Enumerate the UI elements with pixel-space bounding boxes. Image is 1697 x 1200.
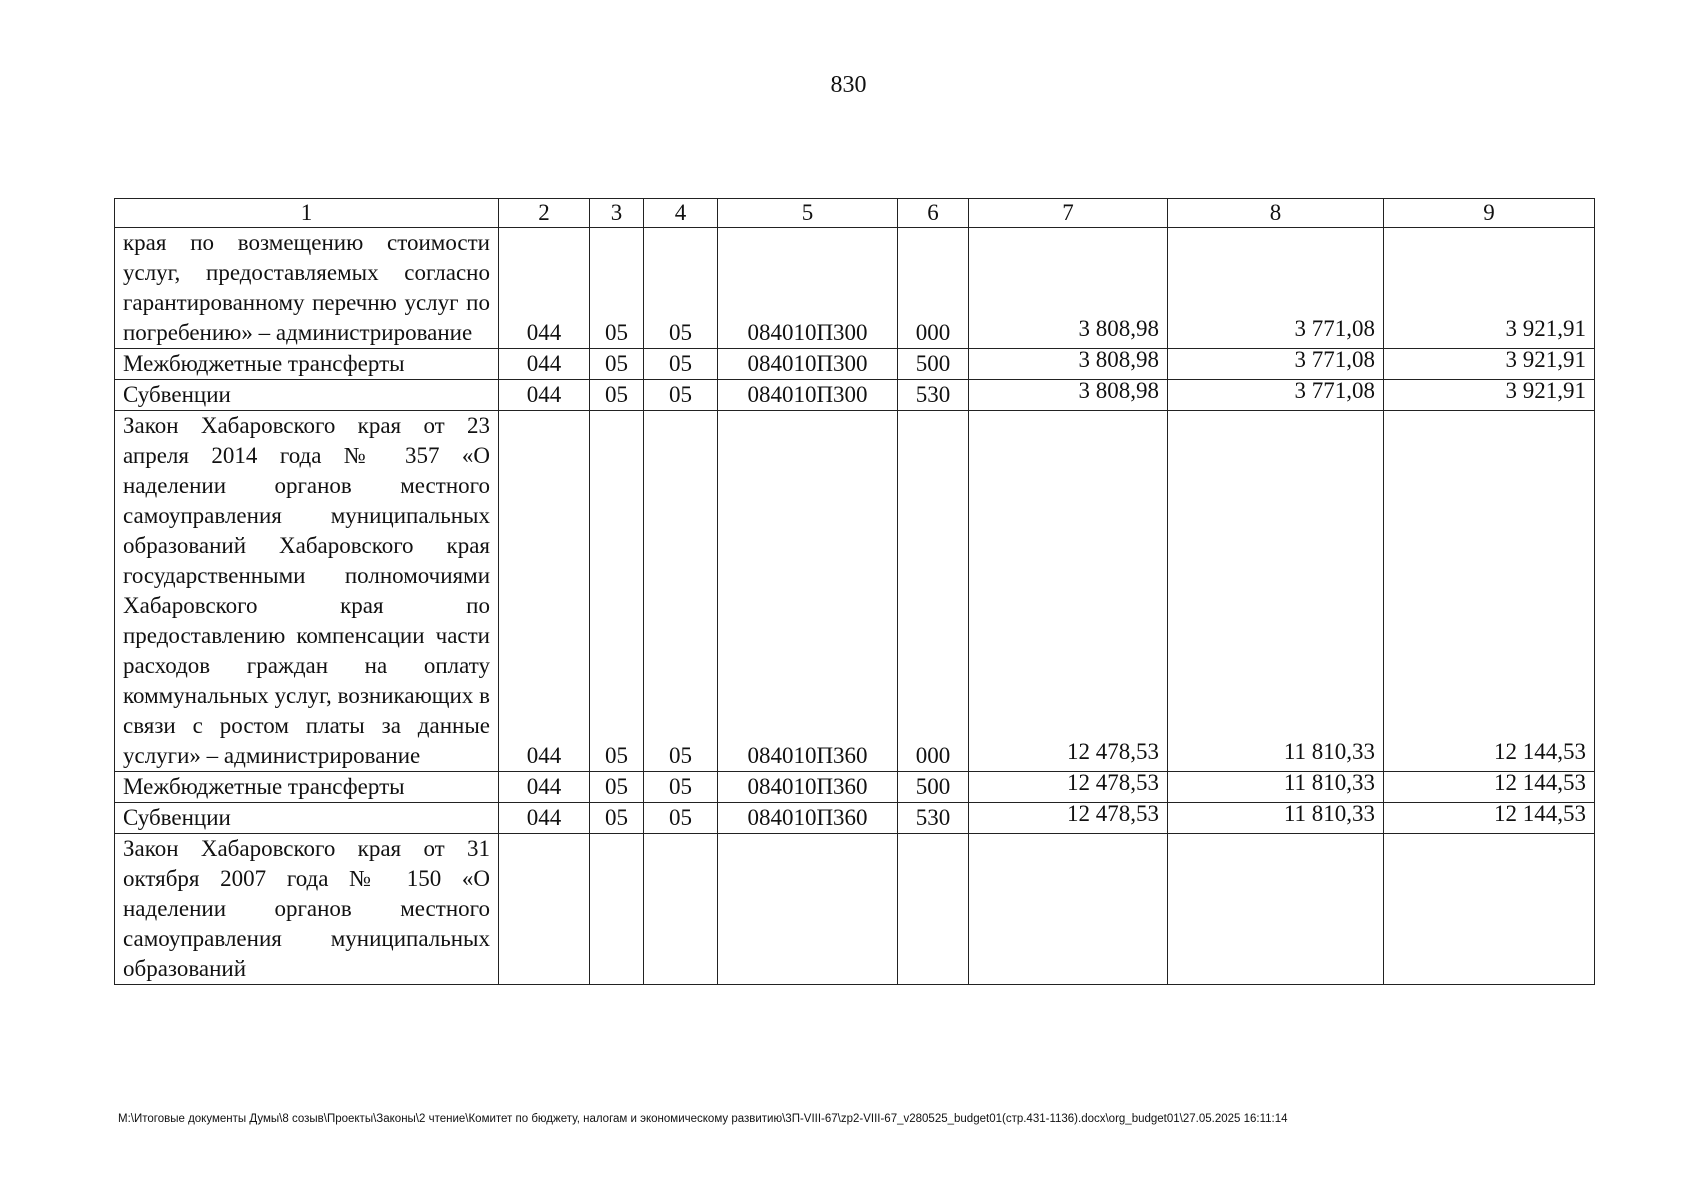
cell-amount-7 xyxy=(969,803,1168,834)
cell-code: 044 xyxy=(499,349,590,380)
cell-subsection: 05 xyxy=(644,803,718,834)
table-row xyxy=(115,228,1595,349)
cell-amount-9 xyxy=(1384,834,1595,985)
amount-value: 12 478,53 xyxy=(1067,739,1159,764)
table-row xyxy=(115,772,1595,803)
cell-code: 044 xyxy=(499,411,590,772)
cell-subsection: 05 xyxy=(644,772,718,803)
footer-file-path: M:\Итоговые документы Думы\8 созыв\Проекты\Законы\2 чтение\Комитет по бюджету, налогам и экономическому развитию\3П-VIII-67\zp2-VIII-67_v280525_budget01(стр.431-1136).docx\org_budget01\27.05.2025 16:11:14 xyxy=(118,1113,1288,1125)
amount-value: 3 921,91 xyxy=(1505,347,1586,372)
cell-type: 530 xyxy=(898,803,969,834)
table-row xyxy=(115,834,1595,985)
amount-value: 12 478,53 xyxy=(1067,770,1159,795)
amount-value: 12 478,53 xyxy=(1067,801,1159,826)
col-header: 3 xyxy=(590,199,644,228)
page-number: 830 xyxy=(830,72,867,98)
amount-value: 3 771,08 xyxy=(1294,378,1375,403)
cell-type xyxy=(898,834,969,985)
cell-code: 044 xyxy=(499,772,590,803)
cell-subsection xyxy=(644,834,718,985)
col-header: 4 xyxy=(644,199,718,228)
amount-value: 3 808,98 xyxy=(1078,316,1159,341)
row-description: Межбюджетные трансферты xyxy=(115,349,499,380)
cell-section: 05 xyxy=(590,772,644,803)
amount-value: 3 771,08 xyxy=(1294,316,1375,341)
cell-target: 084010П360 xyxy=(718,411,898,772)
cell-amount-9 xyxy=(1384,411,1595,772)
cell-amount-7 xyxy=(969,228,1168,349)
cell-amount-8 xyxy=(1168,411,1384,772)
amount-value: 3 808,98 xyxy=(1078,378,1159,403)
col-header: 9 xyxy=(1384,199,1595,228)
col-header: 1 xyxy=(115,199,499,228)
col-header: 5 xyxy=(718,199,898,228)
cell-target: 084010П300 xyxy=(718,349,898,380)
cell-section xyxy=(590,834,644,985)
cell-type: 500 xyxy=(898,772,969,803)
col-header: 2 xyxy=(499,199,590,228)
cell-amount-7 xyxy=(969,349,1168,380)
table-row xyxy=(115,349,1595,380)
cell-amount-9 xyxy=(1384,228,1595,349)
cell-section: 05 xyxy=(590,380,644,411)
cell-amount-8 xyxy=(1168,380,1384,411)
cell-target xyxy=(718,834,898,985)
cell-target: 084010П360 xyxy=(718,803,898,834)
header-row xyxy=(115,199,1595,228)
cell-target: 084010П360 xyxy=(718,772,898,803)
cell-amount-8 xyxy=(1168,772,1384,803)
cell-amount-9 xyxy=(1384,803,1595,834)
amount-value: 12 144,53 xyxy=(1494,770,1586,795)
table-row xyxy=(115,380,1595,411)
cell-target: 084010П300 xyxy=(718,228,898,349)
cell-type: 000 xyxy=(898,228,969,349)
cell-subsection: 05 xyxy=(644,411,718,772)
cell-section: 05 xyxy=(590,349,644,380)
amount-value: 11 810,33 xyxy=(1283,739,1375,764)
cell-amount-8 xyxy=(1168,228,1384,349)
cell-code: 044 xyxy=(499,380,590,411)
amount-value: 3 921,91 xyxy=(1505,378,1586,403)
cell-amount-8 xyxy=(1168,349,1384,380)
cell-code xyxy=(499,834,590,985)
col-header: 6 xyxy=(898,199,969,228)
row-description: Закон Хабаровского края от 31 октября 2007 года № 150 «О наделении органов местного самоуправления муниципальных образований xyxy=(115,834,499,985)
amount-value: 12 144,53 xyxy=(1494,739,1586,764)
amount-value: 11 810,33 xyxy=(1283,801,1375,826)
cell-subsection: 05 xyxy=(644,349,718,380)
table-row xyxy=(115,411,1595,772)
cell-amount-7 xyxy=(969,411,1168,772)
amount-value: 3 921,91 xyxy=(1505,316,1586,341)
cell-code: 044 xyxy=(499,228,590,349)
row-description: Субвенции xyxy=(115,803,499,834)
cell-type: 000 xyxy=(898,411,969,772)
budget-table xyxy=(114,198,1595,985)
col-header: 7 xyxy=(969,199,1168,228)
cell-target: 084010П300 xyxy=(718,380,898,411)
cell-amount-8 xyxy=(1168,834,1384,985)
row-description: края по возмещению стоимости услуг, предоставляемых согласно гарантированному перечню услуг по погребению» – администрирование xyxy=(115,228,499,349)
cell-amount-7 xyxy=(969,380,1168,411)
cell-type: 500 xyxy=(898,349,969,380)
row-description: Межбюджетные трансферты xyxy=(115,772,499,803)
cell-section: 05 xyxy=(590,228,644,349)
cell-amount-9 xyxy=(1384,772,1595,803)
cell-amount-9 xyxy=(1384,349,1595,380)
row-description: Субвенции xyxy=(115,380,499,411)
cell-type: 530 xyxy=(898,380,969,411)
cell-amount-7 xyxy=(969,772,1168,803)
cell-code: 044 xyxy=(499,803,590,834)
cell-section: 05 xyxy=(590,411,644,772)
col-header: 8 xyxy=(1168,199,1384,228)
cell-section: 05 xyxy=(590,803,644,834)
amount-value: 3 808,98 xyxy=(1078,347,1159,372)
table-row xyxy=(115,803,1595,834)
row-description: Закон Хабаровского края от 23 апреля 2014 года № 357 «О наделении органов местного самоуправления муниципальных образований Хабаровского края государственными полномочиями Хабаровского края по предоставлению компенсации части расходов граждан на оплату коммунальных услуг, возникающих в связи с ростом платы за данные услуги» – администрирование xyxy=(115,411,499,772)
cell-subsection: 05 xyxy=(644,228,718,349)
cell-subsection: 05 xyxy=(644,380,718,411)
cell-amount-9 xyxy=(1384,380,1595,411)
amount-value: 3 771,08 xyxy=(1294,347,1375,372)
cell-amount-8 xyxy=(1168,803,1384,834)
amount-value: 12 144,53 xyxy=(1494,801,1586,826)
cell-amount-7 xyxy=(969,834,1168,985)
amount-value: 11 810,33 xyxy=(1283,770,1375,795)
